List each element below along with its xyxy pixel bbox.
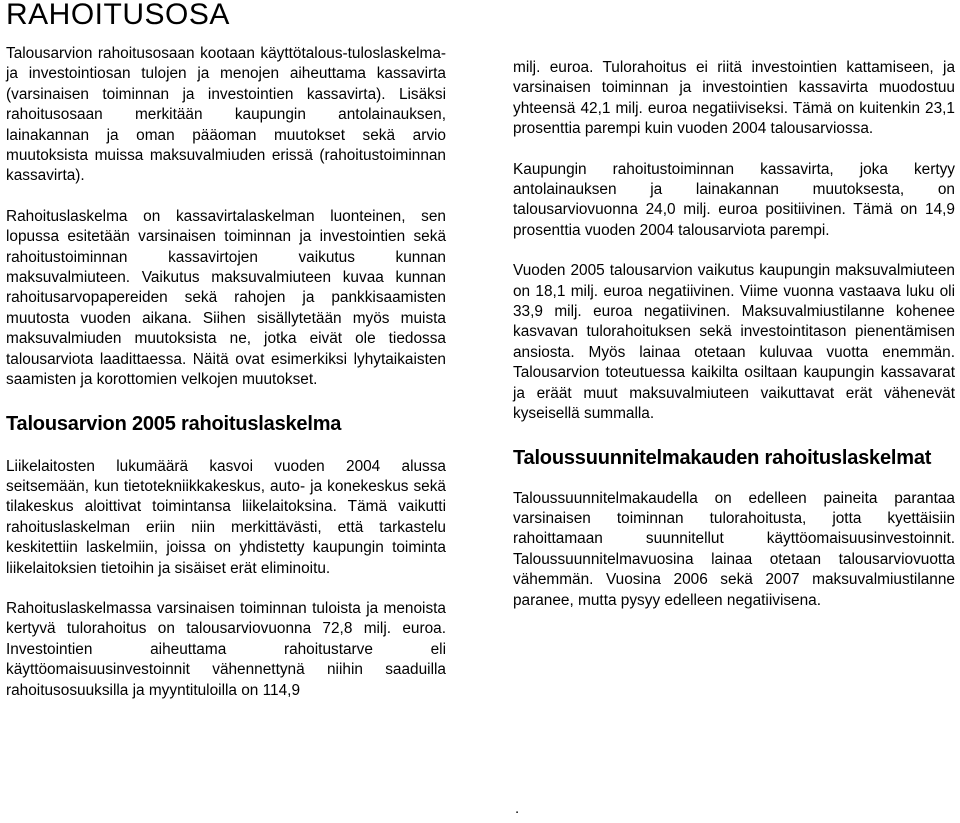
financing-paragraph: Rahoituslaskelmassa varsinaisen toiminnan tuloista ja menoista kertyvä tulorahoitus on talousarviovuonna 72,8 milj. euroa. Investointien aiheuttama rahoitustarve eli käyttöomaisuusinvestoinnit vähennettynä niihin saaduilla rahoitusosuuksilla ja myyntituloilla on 114,9	[6, 599, 446, 699]
left-column	[6, 44, 446, 721]
financing-activity-paragraph: Kaupungin rahoitustoiminnan kassavirta, joka kertyy antolainauksen ja lainakannan muutoksesta, on talousarviovuonna 24,0 milj. euroa positiivinen. Tämä on 14,9 prosenttia vuoden 2004 talousarviota parempi.	[513, 160, 955, 239]
cashflow-paragraph: Rahoituslaskelma on kassavirtalaskelman luonteinen, sen lopussa esitetään varsinaisen toiminnan ja investointien sekä rahoitustoiminnan kassavirtojen vaikutus kunnan maksuvalmiuteen. Vaikutus maksuvalmiuteen kuvaa kunnan rahoitusarvopapereiden sekä rahojen ja pankkisaamisten muutosta vuoden aikana. Siihen sisällytetään myös muista maksuvalmiuden muutoksista ne, jotka eivät ole tiedossa talousarviota laadittaessa. Näitä ovat esimerkiksi lyhytaikaisten saamisten ja korottomien velkojen muutokset.	[6, 207, 446, 389]
footer-mark: .	[515, 800, 520, 817]
business-units-paragraph: Liikelaitosten lukumäärä kasvoi vuoden 2004 alussa seitsemään, kun tietotekniikkakeskus, auto- ja konekeskus sekä tilakeskus aloittivat toimintansa liikelaitoksina. Tämä vaikutti rahoituslaskelman eriin niin merkittävästi, että tarkastelu keskitettiin laskelmiin, joissa on yhdistetty kaupungin toiminta liikelaitoksien tietoihin ja sisäiset erät eliminoitu.	[6, 457, 446, 577]
section-heading-plan-period: Taloussuunnitelmakauden rahoituslaskelmat	[513, 446, 932, 469]
right-column	[513, 58, 955, 631]
page-title: RAHOITUSOSA	[6, 0, 230, 31]
intro-paragraph: Talousarvion rahoitusosaan kootaan käyttötalous-tuloslaskelma- ja investointiosan tulojen ja menojen aiheuttama kassavirta (varsinaisen toiminnan ja investointien kassavirta). Lisäksi rahoitusosaan merkitään kaupungin antolainauksen, lainakannan ja oman pääoman muutokset sekä arvio muutoksista muissa maksuvalmiuden erissä (rahoitustoiminnan kassavirta).	[6, 45, 446, 185]
liquidity-paragraph: Vuoden 2005 talousarvion vaikutus kaupungin maksuvalmiuteen on 18,1 milj. euroa negatiivinen. Viime vuonna vastaava luku oli 33,9 milj. euroa negatiivinen. Maksuvalmiustilanne kohenee kasvavan tulorahoituksen sekä investointitason pienentämisen ansiosta. Myös lainaa otetaan kuluvaa vuotta enemmän. Talousarvion toteutuessa kaikilta osiltaan kaupungin kassavarat ja eräät muut maksuvalmiuteen vaikuttavat erät vähenevät kyseisellä summalla.	[513, 262, 955, 423]
plan-period-paragraph: Taloussuunnitelmakaudella on edelleen paineita parantaa varsinaisen toiminnan tulorahoitusta, jotta kyettäisiin rahoittamaan suunnitellut käyttöomaisuusinvestoinnit. Taloussuunnitelmavuosina lainaa otetaan talousarviovuotta vähemmän. Vuosina 2006 sekä 2007 maksuvalmiustilanne paranee, mutta pysyy edelleen negatiivisena.	[513, 489, 955, 609]
financing-continued-paragraph: milj. euroa. Tulorahoitus ei riitä investointien kattamiseen, ja varsinaisen toiminnan ja investointien kassavirta muodostuu yhteensä 42,1 milj. euroa negatiiviseksi. Tämä on kuitenkin 23,1 prosenttia parempi kuin vuoden 2004 talousarviossa.	[513, 59, 955, 138]
section-heading-2005: Talousarvion 2005 rahoituslaskelma	[6, 412, 342, 435]
